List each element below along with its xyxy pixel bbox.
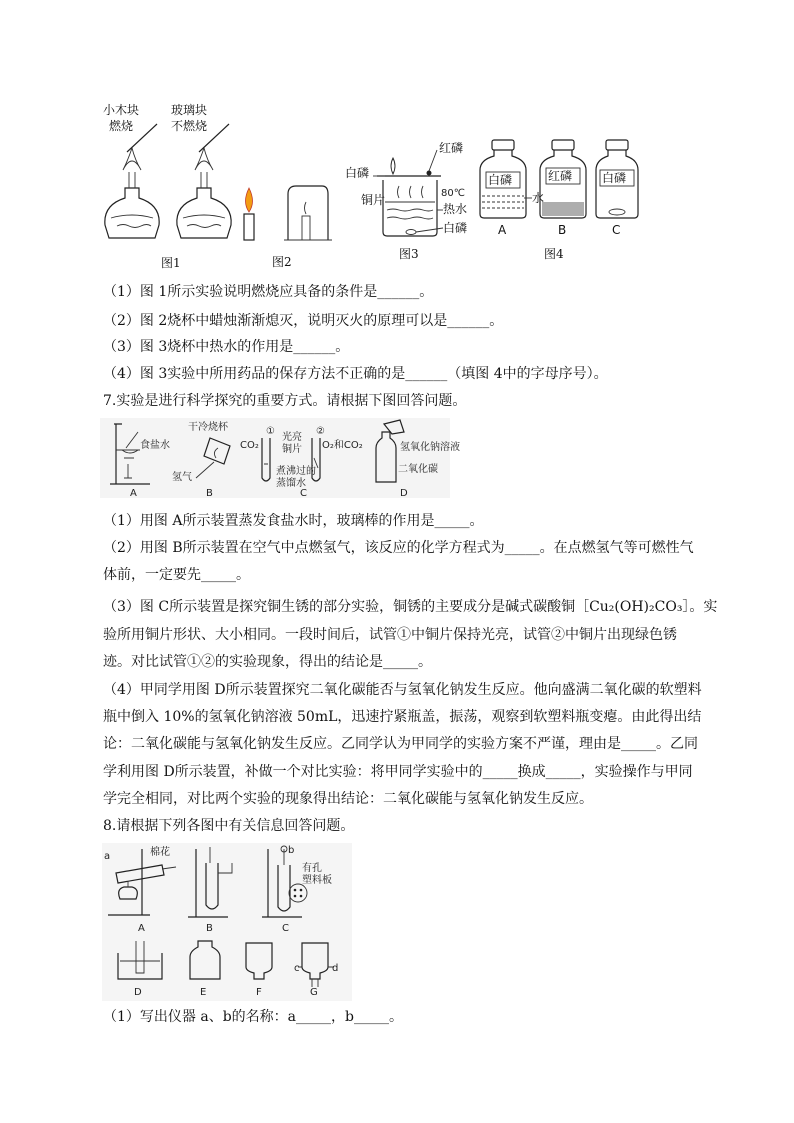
q7-line-4: （3）图 C所示装置是探究铜生锈的部分实验，铜锈的主要成分是碱式碳酸铜［Cu₂(OH)₂CO₃］。实	[103, 599, 718, 615]
q7-tube2: ②	[316, 426, 325, 437]
q7-line-5: 验所用铜片形状、大小相同。一段时间后，试管①中铜片保持光亮，试管②中铜片出现绿色锈	[103, 627, 677, 643]
q6-line-2: （2）图 2烧杯中蜡烛渐渐熄灭，说明灭火的原理可以是______。	[103, 313, 504, 329]
q8-label-plate-1: 有孔	[302, 863, 322, 874]
fig3-caption: 图3	[399, 247, 419, 261]
q7-label-boiled: 煮沸过的	[276, 466, 316, 477]
figure-4-reagent-bottles	[476, 138, 656, 263]
fig1-left-label-2: 燃烧	[109, 119, 134, 133]
q8-letter-c: C	[282, 923, 289, 934]
bottle-c-tag: 白磷	[602, 171, 627, 185]
q7-line-3: 体前，一定要先_____。	[103, 567, 250, 583]
bottle-b-tag: 红磷	[548, 169, 573, 183]
q8-letter-e: E	[200, 987, 207, 998]
q7-letter-c: C	[300, 488, 307, 499]
figure-3-phosphorus-beaker	[345, 140, 470, 265]
q8-label-d: d	[332, 963, 339, 974]
q6-line-3: （3）图 3烧杯中热水的作用是______。	[103, 339, 350, 355]
q6-line-4: （4）图 3实验中所用药品的保存方法不正确的是______（填图 4中的字母序号）。	[103, 366, 608, 382]
bottle-b-letter: B	[558, 223, 567, 237]
q7-label-naoh: 氢氧化钠溶液	[400, 442, 460, 453]
q7-tube1: ①	[266, 426, 275, 437]
fig3-temperature: 80℃	[441, 188, 465, 199]
q6-line-1: （1）图 1所示实验说明燃烧应具备的条件是______。	[103, 284, 434, 300]
q7-label-o2co2: O₂和CO₂	[322, 440, 363, 451]
bottle-a-tag: 白磷	[488, 173, 513, 187]
q8-label-cotton: 棉花	[150, 847, 170, 858]
fig2-caption: 图2	[272, 255, 292, 269]
fig3-hot-water: 热水	[443, 202, 468, 216]
q8-label-b: b	[288, 845, 295, 856]
q7-label-hydrogen: 氢气	[172, 472, 192, 483]
figure-1-alcohol-lamps	[95, 100, 245, 270]
q7-letter-d: D	[400, 488, 408, 499]
q7-label-co2: CO₂	[240, 440, 259, 451]
fig1-right-label-1: 玻璃块	[171, 103, 208, 117]
q8-label-c: c	[294, 963, 300, 974]
q8-letter-g: G	[310, 987, 318, 998]
fig1-right-label-2: 不燃烧	[171, 119, 208, 133]
q8-label-a: a	[104, 851, 111, 862]
fig3-copper-plate: 铜片	[361, 193, 386, 207]
fig3-white-phosphorus-bottom: 白磷	[443, 221, 468, 235]
fig4-water-label: 水	[532, 191, 545, 205]
q7-line-9: 论：二氧化碳能与氢氧化钠发生反应。乙同学认为甲同学的实验方案不严谨，理由是_____。乙同	[103, 736, 698, 752]
fig4-caption: 图4	[544, 247, 564, 261]
q8-letter-b: B	[206, 923, 213, 934]
q7-letter-b: B	[206, 488, 213, 499]
q8-letter-d: D	[134, 987, 142, 998]
fig3-white-phosphorus-top: 白磷	[345, 166, 370, 180]
q7-label-copper: 铜片	[282, 444, 302, 455]
q7-label-salt-water: 食盐水	[140, 440, 170, 451]
fig1-caption: 图1	[161, 256, 181, 270]
q8-line-1: （1）写出仪器 a、b的名称：a_____，b_____。	[103, 1009, 403, 1025]
q7-line-6: 迹。对比试管①②的实验现象，得出的结论是_____。	[103, 654, 432, 670]
q7-line-8: 瓶中倒入 10%的氢氧化钠溶液 50mL，迅速拧紧瓶盖，振荡，观察到软塑料瓶变瘪。由此得出结	[103, 709, 702, 725]
bottle-c-letter: C	[612, 223, 621, 237]
q8-title: 8.请根据下列各图中有关信息回答问题。	[103, 818, 355, 834]
q8-label-plate-2: 塑料板	[302, 875, 332, 886]
q7-label-co2-d: 二氧化碳	[398, 464, 438, 475]
q7-label-distilled-water: 蒸馏水	[276, 478, 306, 489]
q7-title: 7.实验是进行科学探究的重要方式。请根据下图回答问题。	[103, 393, 467, 409]
q8-letter-f: F	[256, 987, 262, 998]
q7-line-10: 学利用图 D所示装置，补做一个对比实验：将甲同学实验中的_____换成_____，实验操作与甲同	[103, 764, 693, 780]
figure-2-candles	[236, 180, 336, 270]
q7-letter-a: A	[130, 488, 137, 499]
q7-label-dry-beaker: 干冷烧杯	[188, 422, 228, 433]
figure-q7-apparatus	[100, 418, 460, 499]
q7-line-7: （4）甲同学用图 D所示装置探究二氧化碳能否与氢氧化钠发生反应。他向盛满二氧化碳的软塑料	[103, 682, 702, 698]
figure-q8-lab-apparatus	[102, 843, 352, 1001]
q7-line-11: 学完全相同，对比两个实验的现象得出结论：二氧化碳能与氢氧化钠发生反应。	[103, 791, 593, 807]
fig3-red-phosphorus: 红磷	[439, 141, 464, 155]
q7-line-2: （2）用图 B所示装置在空气中点燃氢气，该反应的化学方程式为_____。在点燃氢气等可燃性气	[103, 540, 694, 556]
fig1-left-label-1: 小木块	[103, 103, 140, 117]
q8-letter-a: A	[138, 923, 145, 934]
bottle-a-letter: A	[498, 223, 507, 237]
q7-label-shiny: 光亮	[282, 432, 302, 443]
q7-line-1: （1）用图 A所示装置蒸发食盐水时，玻璃棒的作用是_____。	[103, 513, 484, 529]
